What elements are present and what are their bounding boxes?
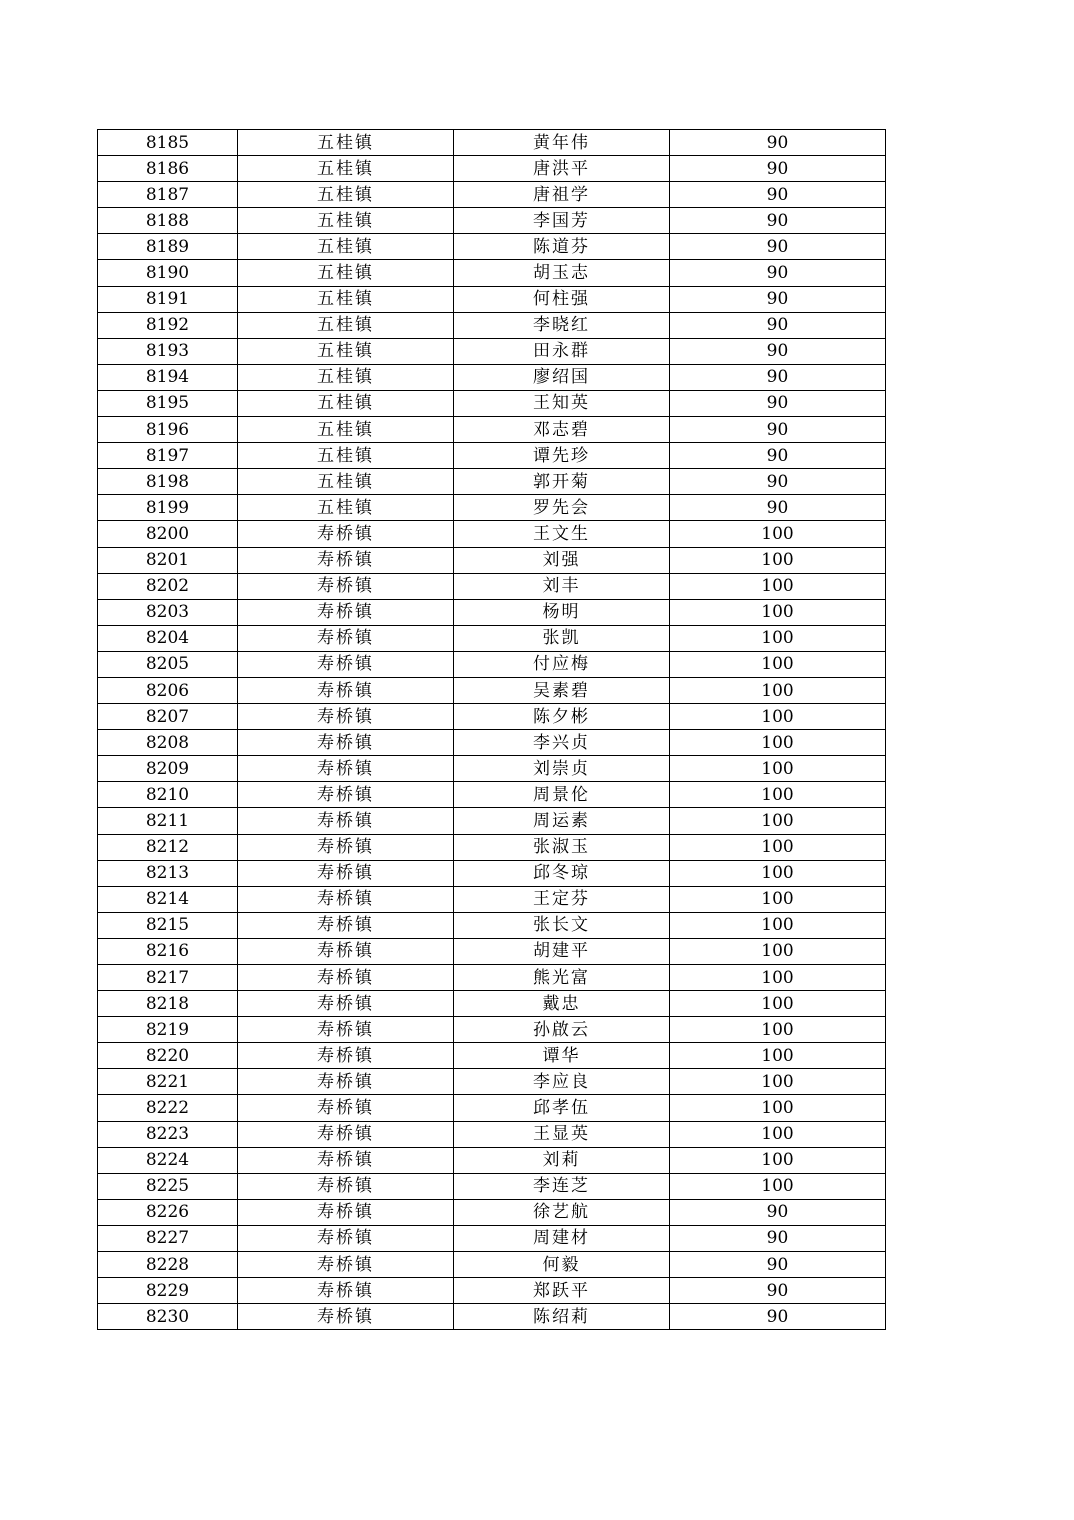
table-row <box>98 130 886 156</box>
table-row <box>98 886 886 912</box>
name-cell: 邱孝伍 <box>454 1095 670 1121</box>
amount-cell: 100 <box>670 965 886 991</box>
serial-number-cell: 8224 <box>98 1147 238 1173</box>
amount-cell: 100 <box>670 860 886 886</box>
town-cell: 寿桥镇 <box>238 834 454 860</box>
name-cell: 刘崇贞 <box>454 756 670 782</box>
name-cell: 刘强 <box>454 547 670 573</box>
table-row <box>98 860 886 886</box>
name-cell: 徐艺航 <box>454 1199 670 1225</box>
town-cell: 寿桥镇 <box>238 886 454 912</box>
town-cell: 寿桥镇 <box>238 1173 454 1199</box>
amount-cell: 90 <box>670 312 886 338</box>
town-cell: 寿桥镇 <box>238 651 454 677</box>
amount-cell: 100 <box>670 521 886 547</box>
name-cell: 周景伦 <box>454 782 670 808</box>
table-row <box>98 1225 886 1251</box>
serial-number-cell: 8206 <box>98 677 238 703</box>
town-cell: 寿桥镇 <box>238 938 454 964</box>
serial-number-cell: 8219 <box>98 1017 238 1043</box>
amount-cell: 90 <box>670 208 886 234</box>
town-cell: 五桂镇 <box>238 312 454 338</box>
amount-cell: 90 <box>670 1225 886 1251</box>
amount-cell: 100 <box>670 756 886 782</box>
table-row <box>98 1304 886 1330</box>
serial-number-cell: 8201 <box>98 547 238 573</box>
town-cell: 寿桥镇 <box>238 599 454 625</box>
amount-cell: 100 <box>670 704 886 730</box>
name-cell: 邱冬琼 <box>454 860 670 886</box>
serial-number-cell: 8227 <box>98 1225 238 1251</box>
town-cell: 寿桥镇 <box>238 547 454 573</box>
table-row <box>98 364 886 390</box>
name-cell: 戴忠 <box>454 991 670 1017</box>
amount-cell: 100 <box>670 1095 886 1121</box>
name-cell: 熊光富 <box>454 965 670 991</box>
serial-number-cell: 8217 <box>98 965 238 991</box>
table-row <box>98 1095 886 1121</box>
town-cell: 寿桥镇 <box>238 1095 454 1121</box>
name-cell: 刘丰 <box>454 573 670 599</box>
amount-cell: 90 <box>670 286 886 312</box>
town-cell: 五桂镇 <box>238 495 454 521</box>
amount-cell: 100 <box>670 730 886 756</box>
name-cell: 邓志碧 <box>454 417 670 443</box>
table-row <box>98 521 886 547</box>
serial-number-cell: 8187 <box>98 182 238 208</box>
name-cell: 黄年伟 <box>454 130 670 156</box>
amount-cell: 100 <box>670 1069 886 1095</box>
town-cell: 五桂镇 <box>238 156 454 182</box>
amount-cell: 100 <box>670 677 886 703</box>
amount-cell: 100 <box>670 782 886 808</box>
table-row <box>98 1043 886 1069</box>
amount-cell: 90 <box>670 156 886 182</box>
table-row <box>98 260 886 286</box>
name-cell: 李应良 <box>454 1069 670 1095</box>
table-row <box>98 286 886 312</box>
table-row <box>98 1069 886 1095</box>
name-cell: 郭开菊 <box>454 469 670 495</box>
serial-number-cell: 8216 <box>98 938 238 964</box>
amount-cell: 90 <box>670 260 886 286</box>
town-cell: 寿桥镇 <box>238 808 454 834</box>
name-cell: 李兴贞 <box>454 730 670 756</box>
serial-number-cell: 8214 <box>98 886 238 912</box>
town-cell: 寿桥镇 <box>238 1121 454 1147</box>
name-cell: 杨明 <box>454 599 670 625</box>
town-cell: 寿桥镇 <box>238 677 454 703</box>
serial-number-cell: 8230 <box>98 1304 238 1330</box>
town-cell: 寿桥镇 <box>238 860 454 886</box>
name-cell: 陈夕彬 <box>454 704 670 730</box>
amount-cell: 90 <box>670 1199 886 1225</box>
name-cell: 何毅 <box>454 1252 670 1278</box>
serial-number-cell: 8208 <box>98 730 238 756</box>
name-cell: 李连芝 <box>454 1173 670 1199</box>
town-cell: 寿桥镇 <box>238 912 454 938</box>
amount-cell: 100 <box>670 1147 886 1173</box>
table-row <box>98 1121 886 1147</box>
serial-number-cell: 8212 <box>98 834 238 860</box>
name-cell: 郑跃平 <box>454 1278 670 1304</box>
table-row <box>98 312 886 338</box>
serial-number-cell: 8226 <box>98 1199 238 1225</box>
serial-number-cell: 8223 <box>98 1121 238 1147</box>
name-cell: 王文生 <box>454 521 670 547</box>
name-cell: 胡玉志 <box>454 260 670 286</box>
town-cell: 寿桥镇 <box>238 991 454 1017</box>
town-cell: 寿桥镇 <box>238 730 454 756</box>
serial-number-cell: 8228 <box>98 1252 238 1278</box>
town-cell: 五桂镇 <box>238 443 454 469</box>
table-row <box>98 625 886 651</box>
table-row <box>98 808 886 834</box>
town-cell: 寿桥镇 <box>238 1017 454 1043</box>
name-cell: 谭华 <box>454 1043 670 1069</box>
name-cell: 罗先会 <box>454 495 670 521</box>
amount-cell: 100 <box>670 625 886 651</box>
town-cell: 五桂镇 <box>238 130 454 156</box>
table-row <box>98 390 886 416</box>
table-row <box>98 782 886 808</box>
town-cell: 寿桥镇 <box>238 782 454 808</box>
table-row <box>98 495 886 521</box>
town-cell: 寿桥镇 <box>238 1304 454 1330</box>
name-cell: 周运素 <box>454 808 670 834</box>
serial-number-cell: 8203 <box>98 599 238 625</box>
table-row <box>98 1252 886 1278</box>
table-row <box>98 156 886 182</box>
table-row <box>98 1199 886 1225</box>
name-cell: 谭先珍 <box>454 443 670 469</box>
town-cell: 寿桥镇 <box>238 756 454 782</box>
amount-cell: 90 <box>670 469 886 495</box>
table-row <box>98 651 886 677</box>
table-row <box>98 443 886 469</box>
town-cell: 寿桥镇 <box>238 1278 454 1304</box>
name-cell: 周建材 <box>454 1225 670 1251</box>
town-cell: 寿桥镇 <box>238 625 454 651</box>
amount-cell: 100 <box>670 573 886 599</box>
amount-cell: 100 <box>670 1043 886 1069</box>
serial-number-cell: 8220 <box>98 1043 238 1069</box>
serial-number-cell: 8192 <box>98 312 238 338</box>
town-cell: 寿桥镇 <box>238 1199 454 1225</box>
name-cell: 吴素碧 <box>454 677 670 703</box>
serial-number-cell: 8205 <box>98 651 238 677</box>
town-cell: 寿桥镇 <box>238 1069 454 1095</box>
table-row <box>98 234 886 260</box>
table-row <box>98 834 886 860</box>
serial-number-cell: 8200 <box>98 521 238 547</box>
serial-number-cell: 8188 <box>98 208 238 234</box>
serial-number-cell: 8222 <box>98 1095 238 1121</box>
serial-number-cell: 8185 <box>98 130 238 156</box>
amount-cell: 90 <box>670 338 886 364</box>
name-cell: 何柱强 <box>454 286 670 312</box>
table-row <box>98 991 886 1017</box>
name-cell: 付应梅 <box>454 651 670 677</box>
serial-number-cell: 8196 <box>98 417 238 443</box>
amount-cell: 90 <box>670 182 886 208</box>
name-cell: 张长文 <box>454 912 670 938</box>
amount-cell: 100 <box>670 834 886 860</box>
table-body <box>98 130 886 1330</box>
name-cell: 田永群 <box>454 338 670 364</box>
town-cell: 寿桥镇 <box>238 1225 454 1251</box>
town-cell: 寿桥镇 <box>238 1147 454 1173</box>
serial-number-cell: 8190 <box>98 260 238 286</box>
amount-cell: 100 <box>670 886 886 912</box>
town-cell: 五桂镇 <box>238 417 454 443</box>
town-cell: 五桂镇 <box>238 182 454 208</box>
serial-number-cell: 8213 <box>98 860 238 886</box>
table-row <box>98 1278 886 1304</box>
name-cell: 孙啟云 <box>454 1017 670 1043</box>
name-cell: 陈道芬 <box>454 234 670 260</box>
name-cell: 张凯 <box>454 625 670 651</box>
amount-cell: 90 <box>670 1304 886 1330</box>
town-cell: 寿桥镇 <box>238 573 454 599</box>
serial-number-cell: 8211 <box>98 808 238 834</box>
name-cell: 王定芬 <box>454 886 670 912</box>
serial-number-cell: 8215 <box>98 912 238 938</box>
table-row <box>98 730 886 756</box>
serial-number-cell: 8204 <box>98 625 238 651</box>
serial-number-cell: 8186 <box>98 156 238 182</box>
serial-number-cell: 8194 <box>98 364 238 390</box>
town-cell: 五桂镇 <box>238 364 454 390</box>
serial-number-cell: 8229 <box>98 1278 238 1304</box>
amount-cell: 90 <box>670 130 886 156</box>
amount-cell: 100 <box>670 651 886 677</box>
amount-cell: 100 <box>670 599 886 625</box>
amount-cell: 90 <box>670 417 886 443</box>
serial-number-cell: 8193 <box>98 338 238 364</box>
town-cell: 五桂镇 <box>238 208 454 234</box>
table-row <box>98 417 886 443</box>
serial-number-cell: 8189 <box>98 234 238 260</box>
data-table <box>97 129 886 1330</box>
name-cell: 陈绍莉 <box>454 1304 670 1330</box>
table-row <box>98 338 886 364</box>
table-row <box>98 756 886 782</box>
name-cell: 唐祖学 <box>454 182 670 208</box>
town-cell: 寿桥镇 <box>238 965 454 991</box>
name-cell: 张淑玉 <box>454 834 670 860</box>
serial-number-cell: 8207 <box>98 704 238 730</box>
town-cell: 五桂镇 <box>238 338 454 364</box>
table-row <box>98 965 886 991</box>
amount-cell: 100 <box>670 547 886 573</box>
table-row <box>98 469 886 495</box>
serial-number-cell: 8210 <box>98 782 238 808</box>
table-row <box>98 912 886 938</box>
serial-number-cell: 8218 <box>98 991 238 1017</box>
serial-number-cell: 8199 <box>98 495 238 521</box>
amount-cell: 90 <box>670 1252 886 1278</box>
name-cell: 刘莉 <box>454 1147 670 1173</box>
town-cell: 五桂镇 <box>238 260 454 286</box>
amount-cell: 90 <box>670 390 886 416</box>
amount-cell: 90 <box>670 495 886 521</box>
name-cell: 廖绍国 <box>454 364 670 390</box>
table-row <box>98 677 886 703</box>
table-row <box>98 1173 886 1199</box>
table-row <box>98 599 886 625</box>
town-cell: 寿桥镇 <box>238 1252 454 1278</box>
town-cell: 五桂镇 <box>238 390 454 416</box>
table-row <box>98 1017 886 1043</box>
amount-cell: 100 <box>670 1121 886 1147</box>
amount-cell: 90 <box>670 234 886 260</box>
name-cell: 王知英 <box>454 390 670 416</box>
amount-cell: 90 <box>670 443 886 469</box>
table-row <box>98 704 886 730</box>
serial-number-cell: 8221 <box>98 1069 238 1095</box>
table-row <box>98 182 886 208</box>
amount-cell: 90 <box>670 364 886 390</box>
amount-cell: 90 <box>670 1278 886 1304</box>
amount-cell: 100 <box>670 1173 886 1199</box>
table-row <box>98 938 886 964</box>
town-cell: 寿桥镇 <box>238 521 454 547</box>
amount-cell: 100 <box>670 1017 886 1043</box>
name-cell: 唐洪平 <box>454 156 670 182</box>
town-cell: 寿桥镇 <box>238 1043 454 1069</box>
amount-cell: 100 <box>670 938 886 964</box>
table-row <box>98 547 886 573</box>
name-cell: 李晓红 <box>454 312 670 338</box>
serial-number-cell: 8225 <box>98 1173 238 1199</box>
amount-cell: 100 <box>670 991 886 1017</box>
amount-cell: 100 <box>670 808 886 834</box>
name-cell: 王显英 <box>454 1121 670 1147</box>
serial-number-cell: 8195 <box>98 390 238 416</box>
serial-number-cell: 8198 <box>98 469 238 495</box>
town-cell: 寿桥镇 <box>238 704 454 730</box>
table-row <box>98 208 886 234</box>
serial-number-cell: 8197 <box>98 443 238 469</box>
serial-number-cell: 8202 <box>98 573 238 599</box>
amount-cell: 100 <box>670 912 886 938</box>
town-cell: 五桂镇 <box>238 286 454 312</box>
serial-number-cell: 8209 <box>98 756 238 782</box>
serial-number-cell: 8191 <box>98 286 238 312</box>
table-row <box>98 1147 886 1173</box>
data-table-container <box>97 129 886 1330</box>
town-cell: 五桂镇 <box>238 469 454 495</box>
town-cell: 五桂镇 <box>238 234 454 260</box>
name-cell: 胡建平 <box>454 938 670 964</box>
name-cell: 李国芳 <box>454 208 670 234</box>
table-row <box>98 573 886 599</box>
